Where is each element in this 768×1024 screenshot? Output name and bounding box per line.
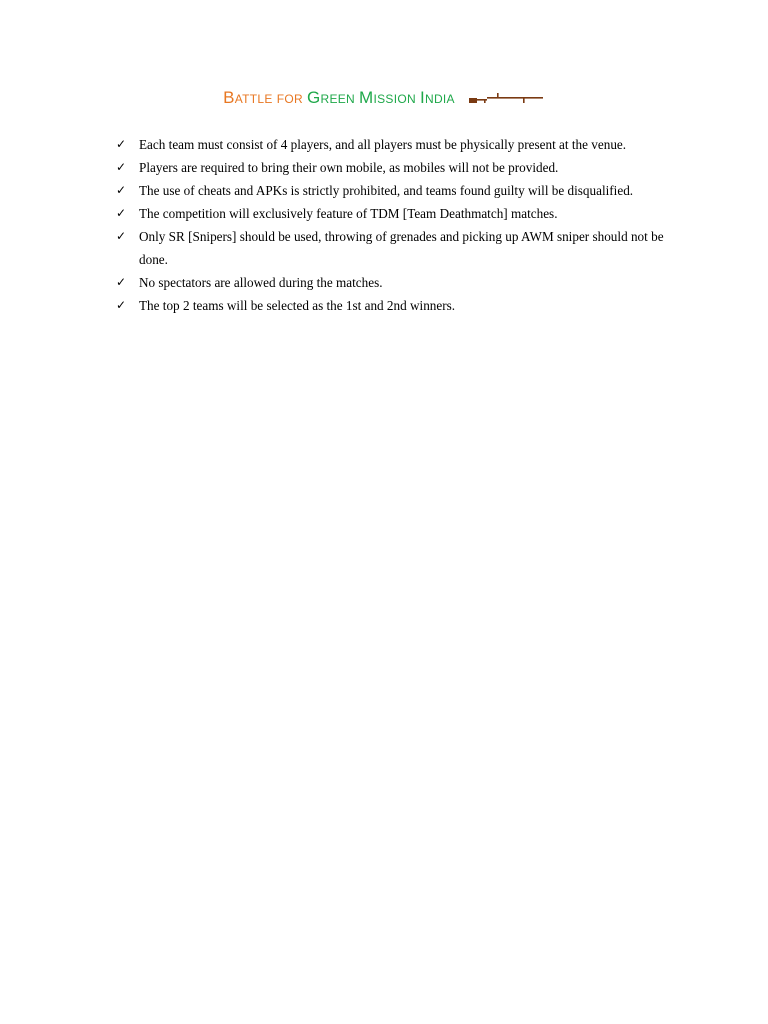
rule-text: The competition will exclusively feature of TDM [Team Deathmatch] matches. — [139, 206, 558, 221]
rule-text: The top 2 teams will be selected as the 1st and 2nd winners. — [139, 298, 456, 313]
title-word-india: India — [419, 88, 455, 107]
rule-text: Only SR [Snipers] should be used, throwing of grenades and picking up AWM sniper should not be done. — [139, 229, 664, 267]
title-word-green: Green — [306, 88, 356, 107]
rule-text: Each team must consist of 4 players, and all players must be physically present at the venue. — [139, 137, 627, 152]
check-icon: ✓ — [116, 183, 127, 197]
list-item — [116, 294, 676, 317]
rule-text: Players are required to bring their own mobile, as mobiles will not be provided. — [139, 160, 559, 175]
check-icon: ✓ — [116, 137, 127, 151]
check-icon: ✓ — [116, 298, 127, 312]
list-item — [116, 156, 676, 179]
title-word-mission: Mission — [359, 88, 416, 107]
title-row — [0, 88, 768, 108]
list-item — [116, 133, 676, 156]
title-word-battle: Battle — [223, 88, 273, 107]
rule-text: No spectators are allowed during the matches. — [139, 275, 383, 290]
title-word-for: for — [276, 88, 303, 107]
page-title — [223, 88, 455, 108]
check-icon: ✓ — [116, 206, 127, 220]
rifle-icon — [467, 91, 545, 105]
rule-text: The use of cheats and APKs is strictly prohibited, and teams found guilty will be disqualified. — [139, 183, 634, 198]
list-item — [116, 179, 676, 202]
list-item — [116, 202, 676, 225]
check-icon: ✓ — [116, 229, 127, 243]
rules-list — [116, 133, 676, 317]
check-icon: ✓ — [116, 275, 127, 289]
list-item — [116, 225, 676, 271]
check-icon: ✓ — [116, 160, 127, 174]
list-item — [116, 271, 676, 294]
